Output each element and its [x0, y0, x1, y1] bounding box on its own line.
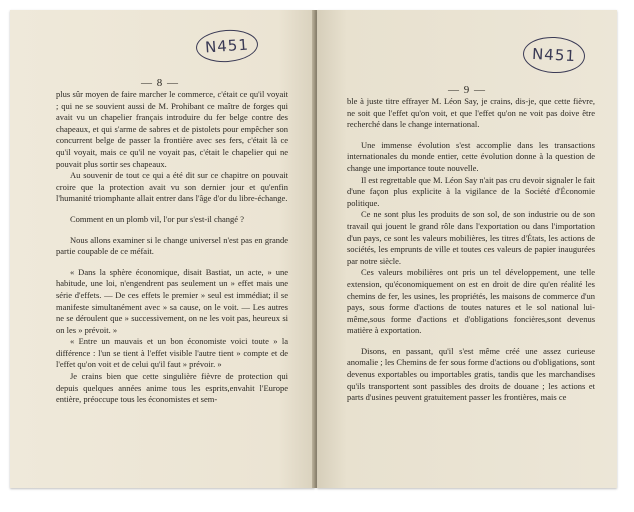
- archive-stamp: N451: [522, 35, 586, 74]
- quotation: « Entre un mauvais et un bon économiste voici toute » la différence : l'un se tient à l'effet visible l'autre tient » compte et de l'effet qu'on voit et de celui qu'il faut » prévoir. »: [56, 336, 288, 370]
- book-spread: [10, 10, 622, 500]
- paragraph: Au souvenir de tout ce qui a été dit sur ce chapitre on pouvait croire que la protection avait vu son dernier jour et qu'enfin l'humanité triomphante allait entrer dans l'âge d'or du libre-échange.: [56, 170, 288, 204]
- paragraph: Disons, en passant, qu'il s'est même créé une assez curieuse anomalie ; les Chemins de fer sous forme d'actions ou d'obligations, sont devenus exportables ou importables gratis, tandis que les marchandises qu'ils transportent sont passibles des droits de douane ; les actions et parts d'usines peuvent gratuitement passer les frontières, mais ce: [347, 345, 595, 403]
- paragraph: Ces valeurs mobilières ont pris un tel développement, une telle extension, qu'économiquement on est en droit de dire qu'en réalité les chemins de fer, les usines, les propriétés, les maisons de commerce d'un pays, sous forme d'actions de toutes natures et le sol national lui-même,sous forme d'actions et d'obligations foncières,sont devenus matière à exportation.: [347, 267, 595, 336]
- page-number: — 8 —: [141, 77, 179, 89]
- paragraph: Il est regrettable que M. Léon Say n'ait pas cru devoir signaler le fait d'une façon plus explicite à la vigilance de la Société d'Économie politique.: [347, 174, 595, 208]
- paragraph: ble à juste titre effrayer M. Léon Say, je crains, dis-je, que cette fièvre, ne soit que l'effet qu'on voit, et que l'effet qu'on ne voit pas doive être recherché dans le change international.: [347, 96, 595, 130]
- paragraph: Une immense évolution s'est accomplie dans les transactions internationales du monde entier, cette évolution donne à la question de change une importance toute nouvelle.: [347, 139, 595, 173]
- archive-stamp: N451: [195, 28, 259, 64]
- paragraph: Nous allons examiner si le change universel n'est pas en grande partie coupable de ce méfait.: [56, 234, 288, 257]
- paragraph: plus sûr moyen de faire marcher le commerce, c'était ce qu'il voyait ; qui ne se souvient aussi de M. Prohibant ce maître de forges qui avait vu un chapelier français introduire du fer belge contre des chapeaux, et qui s'arme de sabres et de pistolets pour empêcher son concurrent belge de passer la frontière avec ses fers, c'était là ce qu'il voyait, mais ce qu'il ne voyait pas, c'était le chapelier qui ne pouvait plus sortir ses chapeaux.: [56, 89, 288, 169]
- paragraph: Ce ne sont plus les produits de son sol, de son industrie ou de son travail qui jouent le grand rôle dans l'exportation ou dans l'importation d'un pays, ce sont les valeurs mobilières, les titres d'États, les actions de sociétés, les emprunts de ville et toutes ces valeurs de papier inaugurées par notre siècle.: [347, 209, 595, 266]
- page-text: [347, 96, 595, 404]
- page-text: [56, 89, 288, 406]
- quotation: « Dans la sphère économique, disait Bastiat, un acte, » une habitude, une loi, n'engendrent pas seulement un » effet mais une série d'effets. — De ces effets le premier » seul est immédiat; il se manifeste simultanément avec » sa cause, on le voit. — Les autres ne se déroulent que » successivement, on ne les voit pas, heureux si on les » prévoit. »: [56, 266, 288, 335]
- paragraph: Comment en un plomb vil, l'or pur s'est-il changé ?: [70, 213, 244, 224]
- right-page: [317, 10, 617, 488]
- page-number: — 9 —: [448, 84, 486, 96]
- paragraph: Je crains bien que cette singulière fièvre de protection qui depuis quelques années anime tous les esprits,envahit l'Europe entière, préoccupe tous les économistes et sem-: [56, 371, 288, 405]
- left-page: [10, 10, 315, 488]
